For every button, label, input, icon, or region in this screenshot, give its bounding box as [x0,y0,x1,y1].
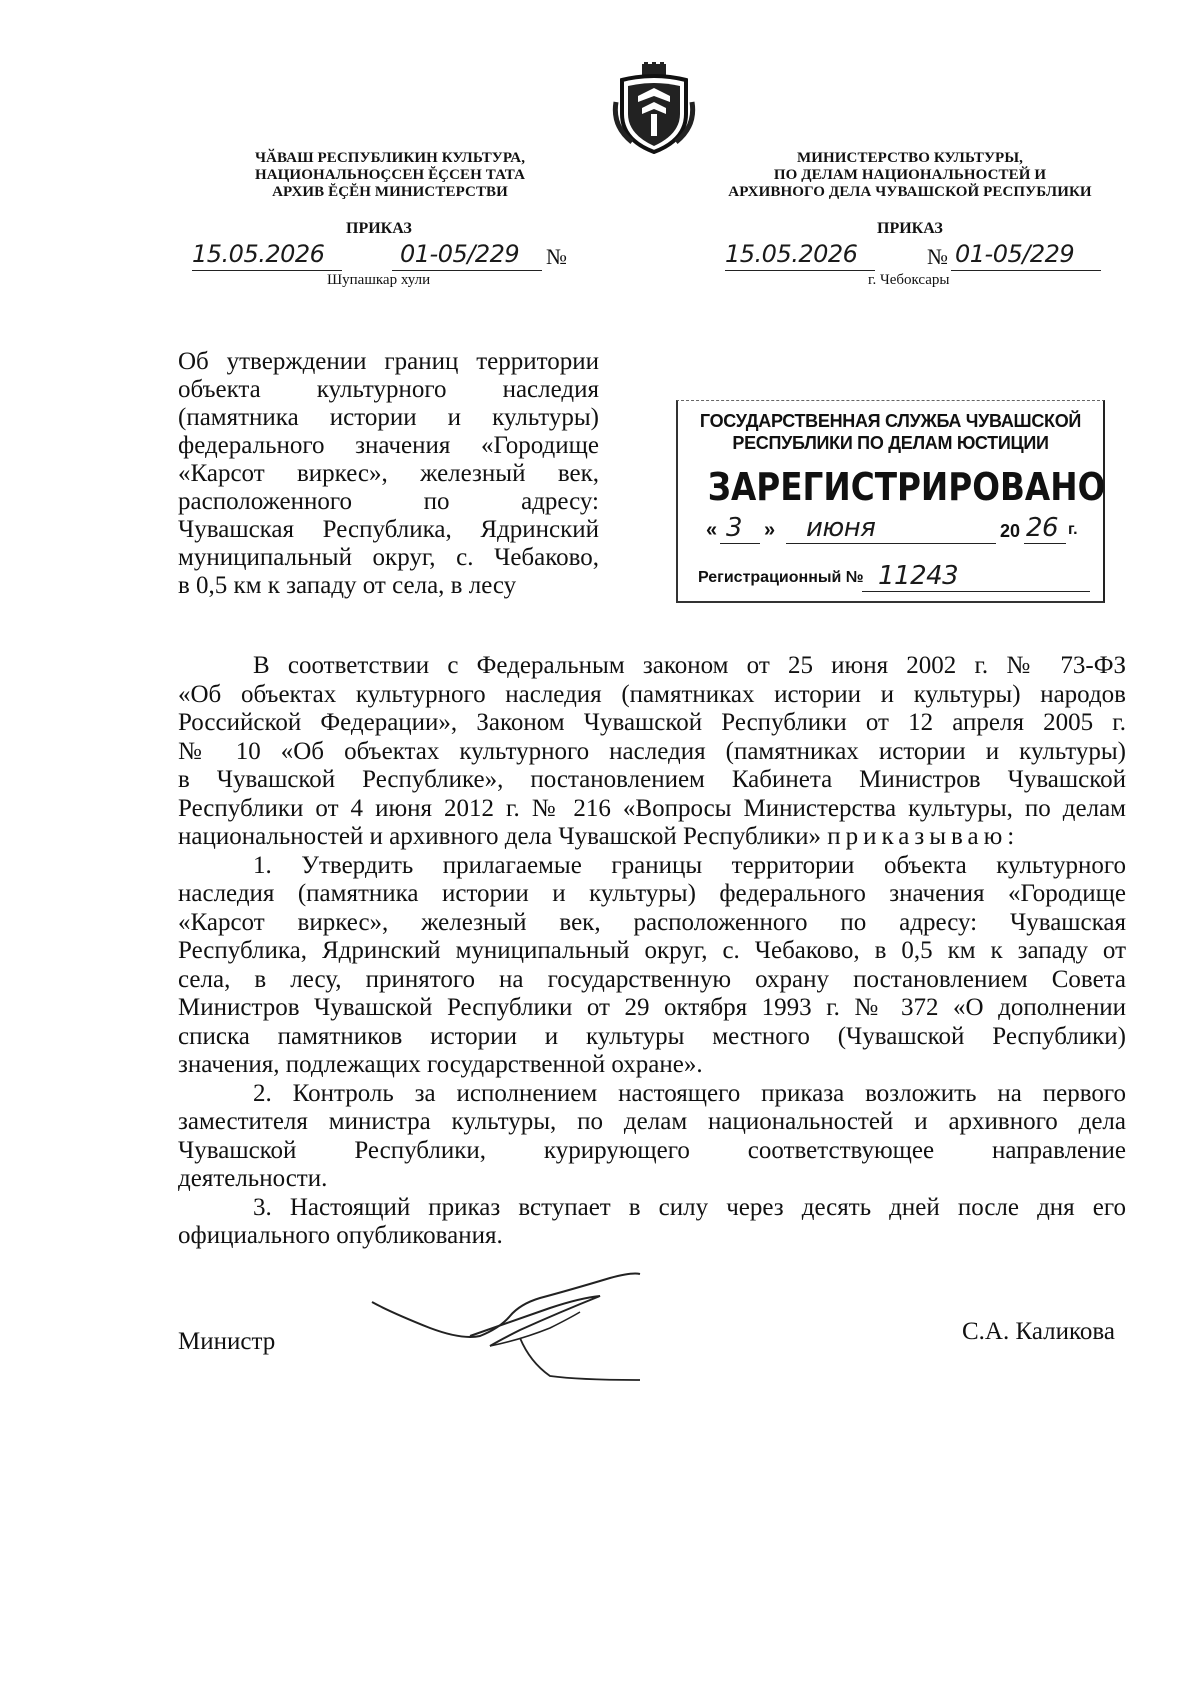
subject-line: «Карсот виркес», железный век, [178,460,599,487]
stamp-regno-underline [862,591,1090,592]
number-underline-left [392,270,542,271]
header-right-line1: МИНИСТЕРСТВО КУЛЬТУРЫ, [796,150,1024,166]
stamp-day: 3 [726,513,743,543]
subject-line: федерального значения «Городище [178,432,599,459]
signatory-name: С.А. Каликова [962,1318,1115,1345]
header-left-line2: НАЦИОНАЛЬНОҪСЕН ĔҪСЕН ТАТА [254,167,526,183]
stamp-regno-value: 11243 [878,561,959,591]
number-sign-right: № [927,244,948,269]
item1-line: значения, подлежащих государственной охране». [178,1051,703,1078]
preamble-line-last [178,823,1126,852]
item1-line: Министров Чувашской Республики от 29 октября 1993 г. № 372 «О дополнении [178,994,1126,1021]
stamp-date-line [706,513,1086,547]
handwritten-signature-icon [370,1272,670,1382]
item2-line: 2. Контроль за исполнением настоящего приказа возложить на первого [253,1079,1126,1107]
subject-line: муниципальный округ, с. Чебаково, [178,544,599,571]
stamp-year-underline [1024,543,1066,544]
subject-line: в 0,5 км к западу от села, в лесу [178,572,517,599]
item-3 [178,1194,1126,1251]
stamp-line2: РЕСПУБЛИКИ ПО ДЕЛАМ ЮСТИЦИИ [732,433,1049,453]
header-right-line3: АРХИВНОГО ДЕЛА ЧУВАШСКОЙ РЕСПУБЛИКИ [728,184,1092,200]
order-title-right: ПРИКАЗ [877,220,943,237]
stamp-day-underline [720,543,760,544]
header-left [200,150,580,201]
subject-line: Чувашская Республика, Ядринский [178,516,599,543]
subject-line: объекта культурного наследия [178,376,599,403]
order-date-right: 15.05.2026 [725,240,858,268]
stamp-year-unit: г. [1068,521,1078,538]
stamp-regno-line [698,561,1093,595]
item1-line: списка памятников истории и культуры местного (Чувашской Республики) [178,1022,1126,1050]
place-left: Шупашкар хули [327,272,431,288]
order-number-right: 01-05/229 [955,240,1075,268]
stamp-year-prefix: 20 [1000,521,1021,541]
date-underline-left [192,270,342,271]
subject-line: Об утверждении границ территории [178,348,599,375]
order-title-left: ПРИКАЗ [346,220,412,237]
subject-line: (памятника истории и культуры) [178,404,599,431]
order-subject [178,348,599,600]
order-word: приказываю: [827,823,1020,850]
signatory-title: Министр [178,1328,276,1355]
item-2 [178,1080,1126,1194]
preamble-line: Российской Федерации», Законом Чувашской Республики от 12 апреля 2005 г. [178,709,1126,736]
item1-line: «Карсот виркес», железный век, расположенного по адресу: Чувашская [178,908,1126,936]
preamble-line: № 10 «Об объектах культурного наследия (памятниках истории и культуры) [178,737,1126,765]
order-body [178,652,1126,1251]
stamp-line1: ГОСУДАРСТВЕННАЯ СЛУЖБА ЧУВАШСКОЙ [699,411,1082,431]
order-number-left: 01-05/229 [400,240,520,268]
number-underline-right [951,270,1101,271]
registration-stamp [676,400,1105,603]
header-left-line3: АРХИВ ĔҪĔН МИНИСТЕРСТВИ [272,184,508,200]
item3-line: 3. Настоящий приказ вступает в силу через десять дней после дня его [253,1193,1126,1221]
stamp-year-suffix: 26 [1026,513,1059,543]
preamble-line: В соответствии с Федеральным законом от 25 июня 2002 г. № 73-ФЗ [253,652,1126,679]
preamble-line: «Об объектах культурного наследия (памятниках истории и культуры) народов [178,680,1126,708]
preamble-line: в Чувашской Республике», постановлением Кабинета Министров Чувашской [178,766,1126,793]
item3-line: официального опубликования. [178,1222,503,1249]
order-date-left: 15.05.2026 [192,240,325,268]
place-right: г. Чебоксары [868,272,950,288]
item1-line: 1. Утвердить прилагаемые границы территории объекта культурного [253,851,1126,879]
item-1 [178,852,1126,1080]
stamp-regno-label: Регистрационный № [698,569,864,586]
preamble-line: Республики от 4 июня 2012 г. № 216 «Вопросы Министерства культуры, по делам [178,794,1126,822]
date-underline-right [725,270,875,271]
item2-line: Чувашской Республики, курирующего соответствующее направление [178,1136,1126,1164]
item1-line: Республика, Ядринский муниципальный округ, с. Чебаково, в 0,5 км к западу от [178,937,1126,964]
subject-line: расположенного по адресу: [178,488,599,515]
stamp-quote-open: « [706,519,718,541]
chuvashia-emblem-icon [612,62,696,154]
preamble-last-text: национальностей и архивного дела Чувашской Республики» [178,823,821,850]
item1-line: наследия (памятника истории и культуры) федерального значения «Городище [178,880,1126,907]
stamp-status: ЗАРЕГИСТРИРОВАНО [707,465,1106,509]
header-left-line1: ЧӐВАШ РЕСПУБЛИКИН КУЛЬТУРА, [254,150,526,166]
stamp-month: июня [806,513,876,543]
header-right-line2: ПО ДЕЛАМ НАЦИОНАЛЬНОСТЕЙ И [773,167,1047,183]
stamp-quote-close: » [764,519,776,541]
preamble-paragraph [178,652,1126,852]
header-right [700,150,1120,201]
stamp-month-underline [786,543,996,544]
item2-line: заместителя министра культуры, по делам национальностей и архивного дела [178,1108,1126,1135]
item1-line: села, в лесу, принятого на государственную охрану постановлением Совета [178,965,1126,993]
item2-line: деятельности. [178,1165,328,1192]
number-sign-left: № [546,244,567,269]
